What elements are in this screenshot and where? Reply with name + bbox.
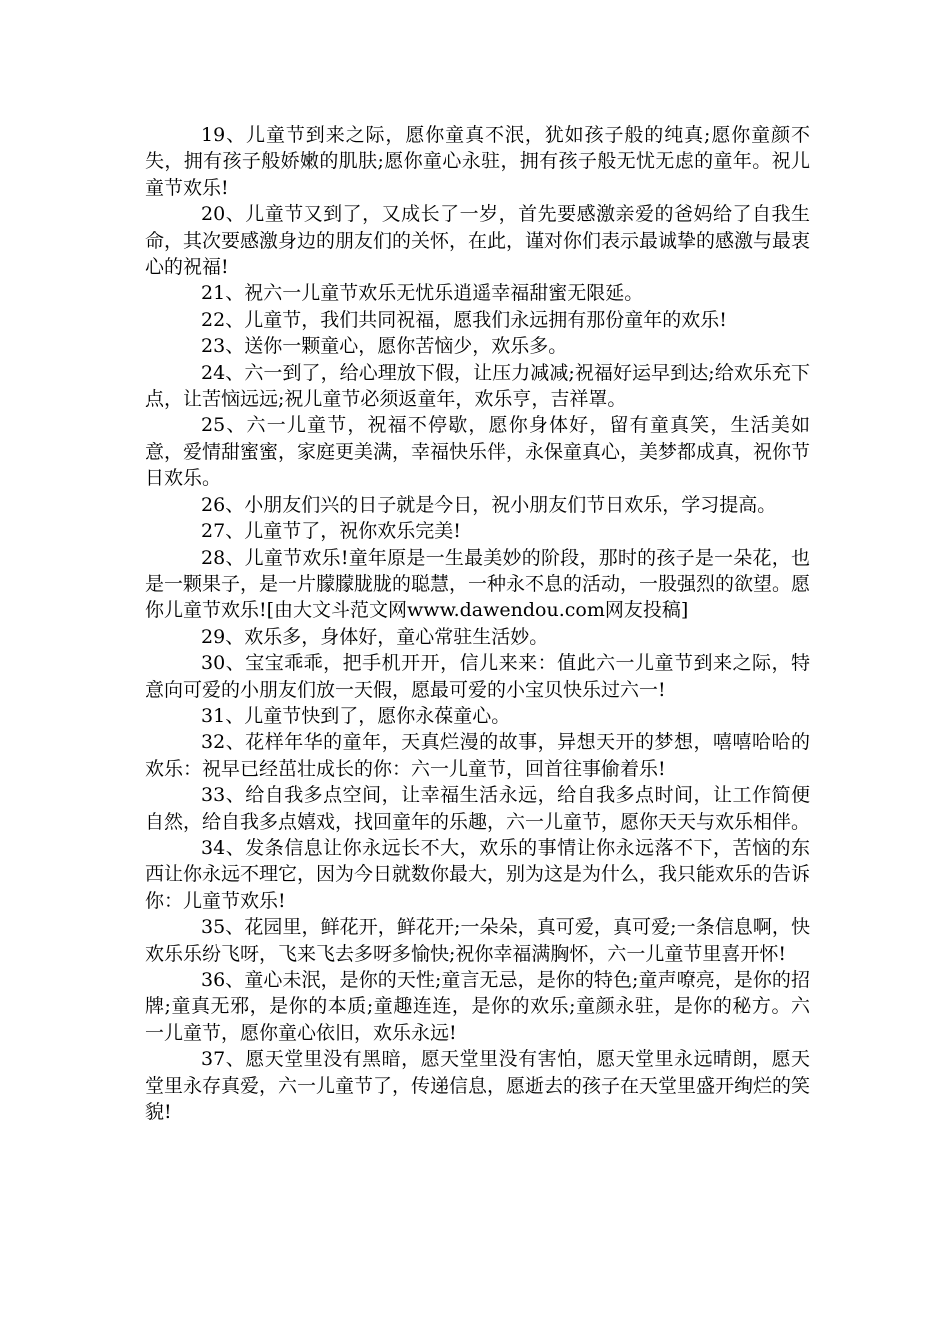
paragraph-35: 35、花园里，鲜花开，鲜花开;一朵朵，真可爱，真可爱;一条信息啊，快欢乐乐纷飞呀，飞来飞去多呀多愉快;祝你幸福满胸怀，六一儿童节里喜开怀!	[145, 916, 810, 965]
paragraph-21: 21、祝六一儿童节欢乐无忧乐逍遥幸福甜蜜无限延。	[201, 282, 644, 305]
paragraph-32: 32、花样年华的童年，天真烂漫的故事，异想天开的梦想，嘻嘻哈哈的欢乐：祝早已经茁壮成长的你：六一儿童节，回首往事偷着乐!	[145, 731, 810, 780]
paragraph-26: 26、小朋友们兴的日子就是今日，祝小朋友们节日欢乐，学习提高。	[201, 493, 777, 516]
paragraph-37: 37、愿天堂里没有黑暗，愿天堂里没有害怕，愿天堂里永远晴朗，愿天堂里永存真爱，六一儿童节了，传递信息，愿逝去的孩子在天堂里盛开绚烂的笑貌!	[145, 1048, 811, 1124]
paragraph-24: 24、六一到了，给心理放下假，让压力减减;祝福好运早到达;给欢乐充下点，让苦恼远远;祝儿童节必须返童年，欢乐亨，吉祥罩。	[145, 361, 810, 411]
paragraph-33: 33、给自我多点空间，让幸福生活永远，给自我多点时间，让工作简便自然，给自我多点嬉戏，找回童年的乐趣，六一儿童节，愿你天天与欢乐相伴。	[145, 784, 811, 833]
paragraph-31: 31、儿童节快到了，愿你永葆童心。	[201, 704, 511, 727]
document-page	[145, 122, 810, 1125]
paragraph-29: 29、欢乐多，身体好，童心常驻生活妙。	[201, 625, 549, 648]
paragraph-23: 23、送你一颗童心，愿你苦恼少，欢乐多。	[201, 335, 568, 358]
paragraph-20: 20、儿童节又到了，又成长了一岁，首先要感激亲爱的爸妈给了自我生命，其次要感激身边的朋友们的关怀，在此，谨对你们表示最诚挚的感激与最衷心的祝福!	[145, 203, 811, 279]
paragraph-28: 28、儿童节欢乐!童年原是一生最美妙的阶段，那时的孩子是一朵花，也是一颗果子，是一片朦朦胧胧的聪慧，一种永不息的活动，一股强烈的欲望。愿你儿童节欢乐![由大文斗范文网www.dawendou.com网友投稿]	[145, 546, 811, 622]
paragraph-27: 27、儿童节了，祝你欢乐完美!	[201, 520, 461, 543]
paragraph-36: 36、童心未泯，是你的天性;童言无忌，是你的特色;童声嘹亮，是你的招牌;童真无邪，是你的本质;童趣连连，是你的欢乐;童颜永驻，是你的秘方。六一儿童节，愿你童心依旧，欢乐永远!	[145, 969, 810, 1044]
paragraph-22: 22、儿童节，我们共同祝福，愿我们永远拥有那份童年的欢乐!	[201, 308, 727, 331]
paragraph-25: 25、六一儿童节，祝福不停歇，愿你身体好，留有童真笑，生活美如意，爱情甜蜜蜜，家庭更美满，幸福快乐伴，永保童真心，美梦都成真，祝你节日欢乐。	[145, 414, 811, 490]
paragraph-34: 34、发条信息让你永远长不大，欢乐的事情让你永远落不下，苦恼的东西让你永远不理它，因为今日就数你最大，别为这是为什么，我只能欢乐的告诉你：儿童节欢乐!	[145, 836, 811, 912]
paragraph-19: 19、儿童节到来之际，愿你童真不泯，犹如孩子般的纯真;愿你童颜不失，拥有孩子般娇嫩的肌肤;愿你童心永驻，拥有孩子般无忧无虑的童年。祝儿童节欢乐!	[145, 124, 810, 199]
paragraph-30: 30、宝宝乖乖，把手机开开，信儿来来：值此六一儿童节到来之际，特意向可爱的小朋友们放一天假，愿最可爱的小宝贝快乐过六一!	[145, 652, 810, 701]
